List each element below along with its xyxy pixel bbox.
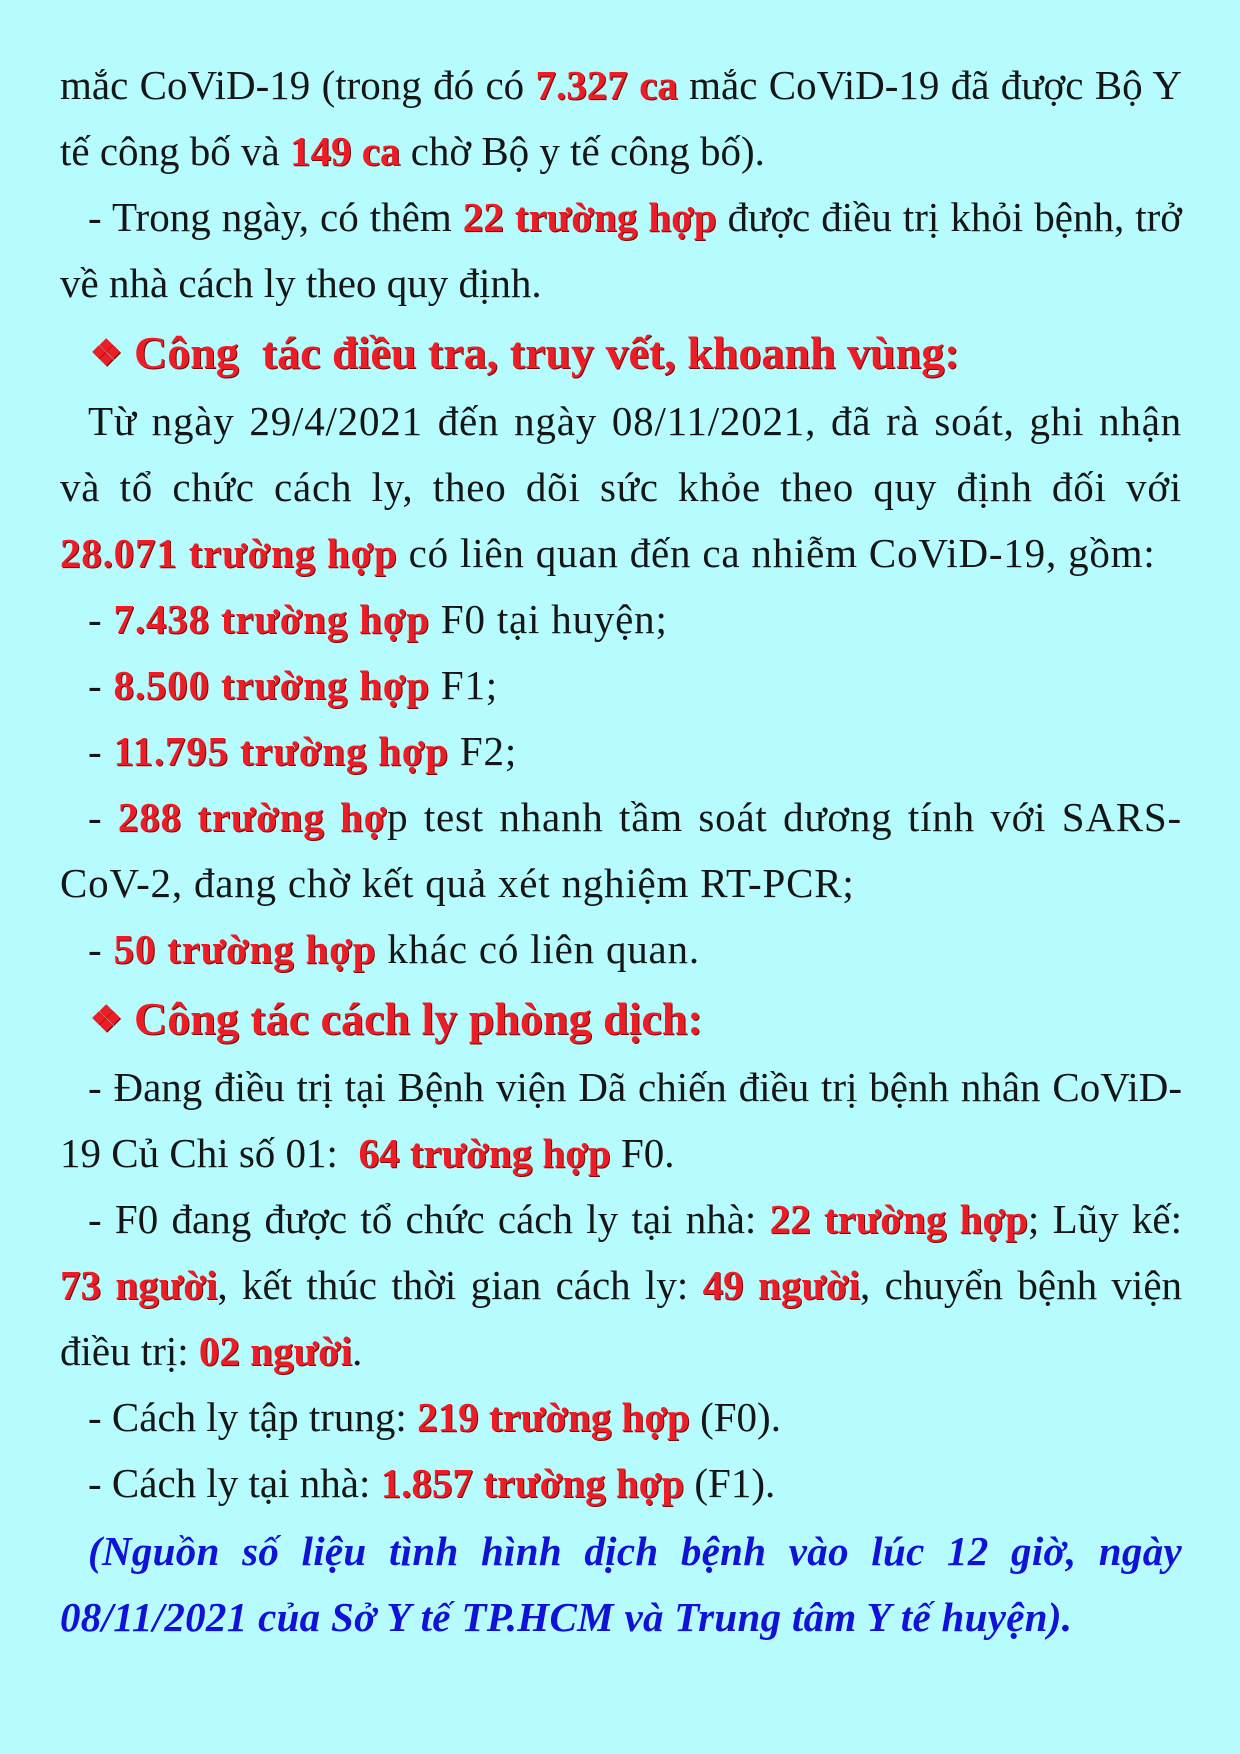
list-item-text: p test nhanh tầm soát dương tính với SARS-CoV-2, đang chờ kết quả xét nghiệm RT-PCR; <box>60 794 1182 906</box>
home-f0-text-5: . <box>352 1328 363 1374</box>
home-f0-text-2: ; Lũy kế: <box>1027 1196 1182 1242</box>
list-item-prefix: - <box>88 926 114 972</box>
home-f0-text-1: - F0 đang được tổ chức cách ly tại nhà: <box>88 1196 770 1242</box>
diamond-bullet-icon: ❖ <box>90 333 123 373</box>
cases-text-3: chờ Bộ y tế công bố). <box>400 128 765 174</box>
list-item-text: F1; <box>429 662 498 708</box>
list-item <box>60 652 1182 718</box>
list-item-text: F2; <box>448 728 518 774</box>
home-f0-paragraph <box>60 1186 1182 1384</box>
list-item-prefix: - <box>88 728 114 774</box>
home-f0-text-4: , chuyển bệnh viện điều trị: <box>60 1262 1183 1374</box>
list-item-count: 50 trường hợp <box>113 926 377 972</box>
list-item-count: 7.438 trường hợp <box>113 596 430 642</box>
hospital-text-2: F0. <box>610 1130 675 1176</box>
centralized-text-1: - Cách ly tập trung: <box>88 1394 418 1440</box>
home-f1-text-1: - Cách ly tại nhà: <box>88 1460 381 1506</box>
recovered-count: 22 trường hợp <box>462 194 717 240</box>
recovered-text-1: - Trong ngày, có thêm <box>88 194 463 240</box>
cases-announced-count: 7.327 ca <box>535 62 678 108</box>
recovered-text-2: được điều trị khỏi bệnh, trở về nhà cách ly theo quy định. <box>60 194 1182 306</box>
list-item-count: 288 trường hợ <box>117 794 388 840</box>
list-item-count: 8.500 trường hợp <box>113 662 430 708</box>
source-note: (Nguồn số liệu tình hình dịch bệnh vào lúc 12 giờ, ngày 08/11/2021 của Sở Y tế TP.HCM và Trung tâm Y tế huyện). <box>60 1528 1182 1640</box>
tracing-text-1: Từ ngày 29/4/2021 đến ngày 08/11/2021, đã rà soát, ghi nhận và tổ chức cách ly, theo dõi sức khỏe theo quy định đối với <box>60 398 1182 510</box>
list-item <box>60 586 1182 652</box>
list-item-text: F0 tại huyện; <box>429 596 668 642</box>
list-item-count: 11.795 trường hợp <box>113 728 449 774</box>
list-item <box>60 784 1182 916</box>
hospital-paragraph <box>60 1054 1182 1186</box>
investigation-heading-text: Công tác điều tra, truy vết, khoanh vùng: <box>134 327 960 378</box>
cases-text-2: mắc CoViD-19 đã được Bộ Y tế công bố và <box>60 62 1182 174</box>
list-item-prefix: - <box>88 596 114 642</box>
isolation-heading <box>60 984 1182 1054</box>
tracing-paragraph <box>60 388 1182 586</box>
cases-text-1: mắc CoViD-19 (trong đó có <box>60 62 536 108</box>
investigation-heading <box>60 318 1182 388</box>
centralized-text-2: (F0). <box>689 1394 781 1440</box>
list-item <box>60 718 1182 784</box>
home-f1-paragraph <box>60 1450 1182 1516</box>
tracing-total-count: 28.071 trường hợp <box>60 530 398 576</box>
cases-paragraph <box>60 52 1182 184</box>
home-f0-count: 22 trường hợp <box>769 1196 1028 1242</box>
list-item <box>60 916 1182 982</box>
home-f0-text-3: , kết thúc thời gian cách ly: <box>217 1262 703 1308</box>
home-f0-cumulative: 73 người <box>60 1262 218 1308</box>
hospital-count: 64 trường hợp <box>358 1130 611 1176</box>
centralized-paragraph <box>60 1384 1182 1450</box>
document-body <box>60 52 1182 1650</box>
isolation-heading-text: Công tác cách ly phòng dịch: <box>134 993 703 1044</box>
home-f1-count: 1.857 trường hợp <box>380 1460 685 1506</box>
centralized-count: 219 trường hợp <box>417 1394 690 1440</box>
home-f0-transferred: 02 người <box>198 1328 353 1374</box>
tracing-text-2: có liên quan đến ca nhiễm CoViD-19, gồm: <box>397 530 1156 576</box>
recovered-paragraph <box>60 184 1182 316</box>
home-f1-text-2: (F1). <box>684 1460 776 1506</box>
cases-pending-count: 149 ca <box>289 128 401 174</box>
home-f0-completed: 49 người <box>702 1262 861 1308</box>
diamond-bullet-icon: ❖ <box>90 999 123 1039</box>
hospital-text-1: - Đang điều trị tại Bệnh viện Dã chiến điều trị bệnh nhân CoViD-19 Củ Chi số 01: <box>60 1064 1182 1176</box>
list-item-text: khác có liên quan. <box>376 926 700 972</box>
list-item-prefix: - <box>88 794 118 840</box>
list-item-prefix: - <box>88 662 114 708</box>
tracing-list <box>60 586 1182 982</box>
